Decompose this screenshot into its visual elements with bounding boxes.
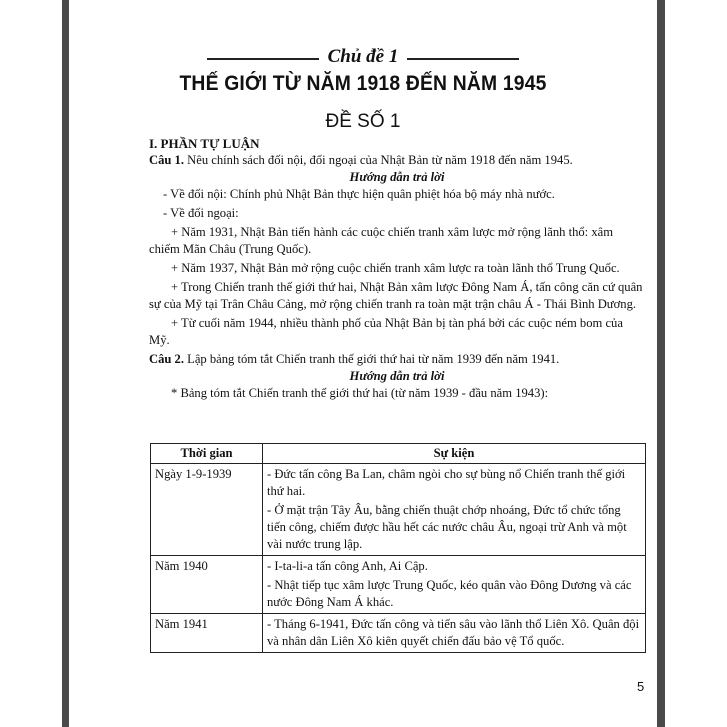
topic-rule-right xyxy=(407,58,519,60)
answer-line: + Từ cuối năm 1944, nhiều thành phố của Nhật Bản bị tàn phá bởi các cuộc ném bom của Mỹ. xyxy=(149,316,623,347)
content-body xyxy=(149,135,645,402)
topic-rule-left xyxy=(207,58,319,60)
header-events: Sự kiện xyxy=(263,444,646,464)
table-row xyxy=(151,556,646,614)
topic-header xyxy=(69,46,657,70)
event-item: - Đức tấn công Ba Lan, châm ngòi cho sự bùng nổ Chiến tranh thế giới thứ hai. xyxy=(267,467,626,498)
row-time: Ngày 1-9-1939 xyxy=(151,464,263,556)
page-number: 5 xyxy=(637,679,645,694)
row-time: Năm 1941 xyxy=(151,614,263,653)
question-2-guide: Hướng dẫn trả lời xyxy=(349,369,445,383)
event-item: - Ở mặt trận Tây Âu, bằng chiến thuật chớp nhoáng, Đức tổ chức tổng tiến công, chiếm được hầu hết các nước châu Âu, ngoại trừ Anh và một vài nước trung lập. xyxy=(267,503,627,551)
answer-line: + Trong Chiến tranh thế giới thứ hai, Nhật Bản xâm lược Đông Nam Á, tấn công căn cứ quân sự của Mỹ tại Trân Châu Cảng, mở rộng chiến tranh ra toàn mặt trận châu Á - Thái Bình Dương. xyxy=(149,280,643,311)
answer-line: - Về đối nội: Chính phủ Nhật Bản thực hiện quân phiệt hóa bộ máy nhà nước. xyxy=(163,187,555,201)
section-heading: I. PHẦN TỰ LUẬN xyxy=(149,136,260,151)
row-events xyxy=(263,556,646,614)
page-title: THẾ GIỚI TỪ NĂM 1918 ĐẾN NĂM 1945 xyxy=(179,72,547,95)
summary-table xyxy=(150,443,646,653)
exam-number: ĐỀ SỐ 1 xyxy=(325,111,401,132)
table-header-row xyxy=(151,444,646,464)
question-2-text: Lập bảng tóm tắt Chiến tranh thế giới thứ hai từ năm 1939 đến năm 1941. xyxy=(184,352,560,366)
table-row xyxy=(151,614,646,653)
event-item: - I-ta-li-a tấn công Anh, Ai Cập. xyxy=(267,559,428,573)
question-1-guide: Hướng dẫn trả lời xyxy=(349,170,445,184)
book-page xyxy=(69,0,657,727)
question-1-text: Nêu chính sách đối nội, đối ngoại của Nhật Bản từ năm 1918 đến năm 1945. xyxy=(184,153,573,167)
question-1-label: Câu 1. xyxy=(149,153,184,167)
answer-line: + Năm 1931, Nhật Bản tiến hành các cuộc chiến tranh xâm lược mở rộng lãnh thổ: xâm chiếm Mãn Châu (Trung Quốc). xyxy=(149,225,614,256)
topic-label: Chủ đề 1 xyxy=(327,46,399,67)
row-events xyxy=(263,464,646,556)
table-row xyxy=(151,464,646,556)
answer-line: + Năm 1937, Nhật Bản mở rộng cuộc chiến tranh xâm lược ra toàn lãnh thổ Trung Quốc. xyxy=(171,261,620,275)
question-2 xyxy=(149,351,645,368)
table-intro: * Bảng tóm tắt Chiến tranh thế giới thứ hai (từ năm 1939 - đầu năm 1943): xyxy=(171,386,549,400)
header-time: Thời gian xyxy=(151,444,263,464)
answer-line: - Về đối ngoại: xyxy=(163,206,239,220)
row-events xyxy=(263,614,646,653)
row-time: Năm 1940 xyxy=(151,556,263,614)
event-item: - Tháng 6-1941, Đức tấn công và tiến sâu vào lãnh thổ Liên Xô. Quân đội và nhân dân Liên Xô kiên quyết chiến đấu bảo vệ Tổ quốc. xyxy=(267,617,640,648)
question-1 xyxy=(149,152,645,169)
event-item: - Nhật tiếp tục xâm lược Trung Quốc, kéo quân vào Đông Dương và các nước Đông Nam Á khác. xyxy=(267,578,632,609)
question-2-label: Câu 2. xyxy=(149,352,184,366)
